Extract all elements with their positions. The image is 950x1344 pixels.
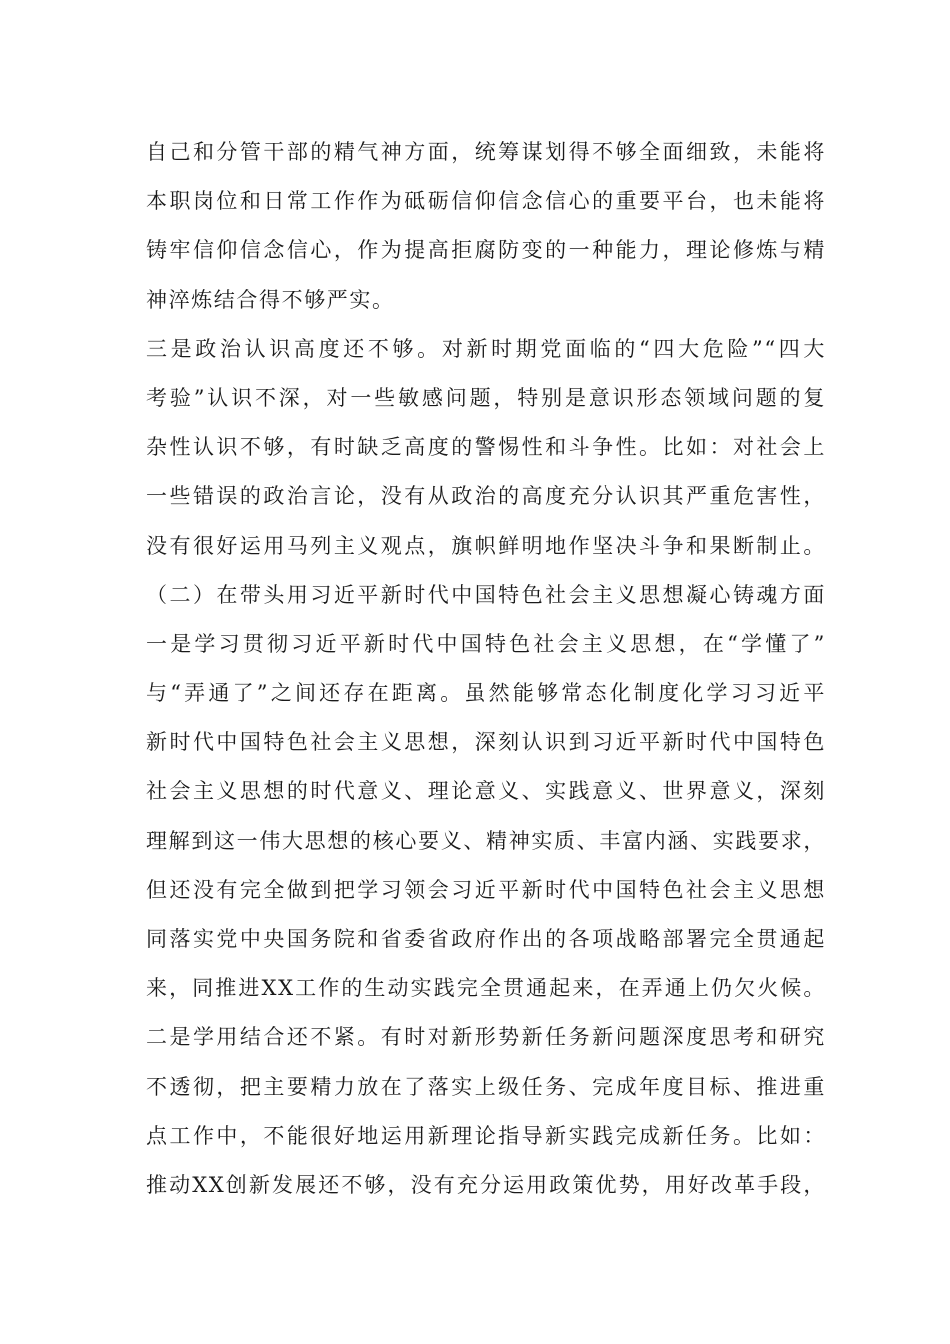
text-line: 一是学习贯彻习近平新时代中国特色社会主义思想，在“学懂了” bbox=[146, 631, 826, 656]
text-line: 铸牢信仰信念信心，作为提高拒腐防变的一种能力，理论修炼与精 bbox=[146, 238, 826, 263]
text-line: 一些错误的政治言论，没有从政治的高度充分认识其严重危害性， bbox=[146, 484, 826, 509]
text-line: 推动XX创新发展还不够，没有充分运用政策优势，用好改革手段， bbox=[146, 1172, 826, 1197]
text-line: 社会主义思想的时代意义、理论意义、实践意义、世界意义，深刻 bbox=[146, 779, 826, 804]
document-body bbox=[146, 128, 826, 1210]
text-line: 新时代中国特色社会主义思想，深刻认识到习近平新时代中国特色 bbox=[146, 730, 826, 755]
text-line: 自己和分管干部的精气神方面，统筹谋划得不够全面细致，未能将 bbox=[146, 140, 826, 164]
text-line: 来，同推进XX工作的生动实践完全贯通起来，在弄通上仍欠火候。 bbox=[146, 976, 826, 1001]
text-line: 没有很好运用马列主义观点，旗帜鲜明地作坚决斗争和果断制止。 bbox=[146, 533, 826, 558]
text-line: 杂性认识不够，有时缺乏高度的警惕性和斗争性。比如：对社会上 bbox=[146, 435, 826, 460]
text-line: 同落实党中央国务院和省委省政府作出的各项战略部署完全贯通起 bbox=[146, 927, 826, 951]
text-line: 神淬炼结合得不够严实。 bbox=[146, 287, 395, 312]
text-line: 点工作中，不能很好地运用新理论指导新实践完成新任务。比如： bbox=[146, 1123, 826, 1148]
text-line: 三是政治认识高度还不够。对新时期党面临的“四大危险”“四大 bbox=[146, 336, 826, 361]
text-line: 但还没有完全做到把学习领会习近平新时代中国特色社会主义思想 bbox=[146, 877, 826, 902]
text-line: 考验”认识不深，对一些敏感问题，特别是意识形态领域问题的复 bbox=[146, 385, 826, 410]
text-line: 不透彻，把主要精力放在了落实上级任务、完成年度目标、推进重 bbox=[146, 1074, 826, 1099]
text-line: 本职岗位和日常工作作为砥砺信仰信念信心的重要平台，也未能将 bbox=[146, 189, 826, 214]
text-line: 二是学用结合还不紧。有时对新形势新任务新问题深度思考和研究 bbox=[146, 1025, 826, 1050]
text-line: 理解到这一伟大思想的核心要义、精神实质、丰富内涵、实践要求， bbox=[146, 828, 826, 853]
text-line: 与“弄通了”之间还存在距离。虽然能够常态化制度化学习习近平 bbox=[146, 681, 826, 706]
section-heading: （二）在带头用习近平新时代中国特色社会主义思想凝心铸魂方面 bbox=[146, 582, 826, 607]
